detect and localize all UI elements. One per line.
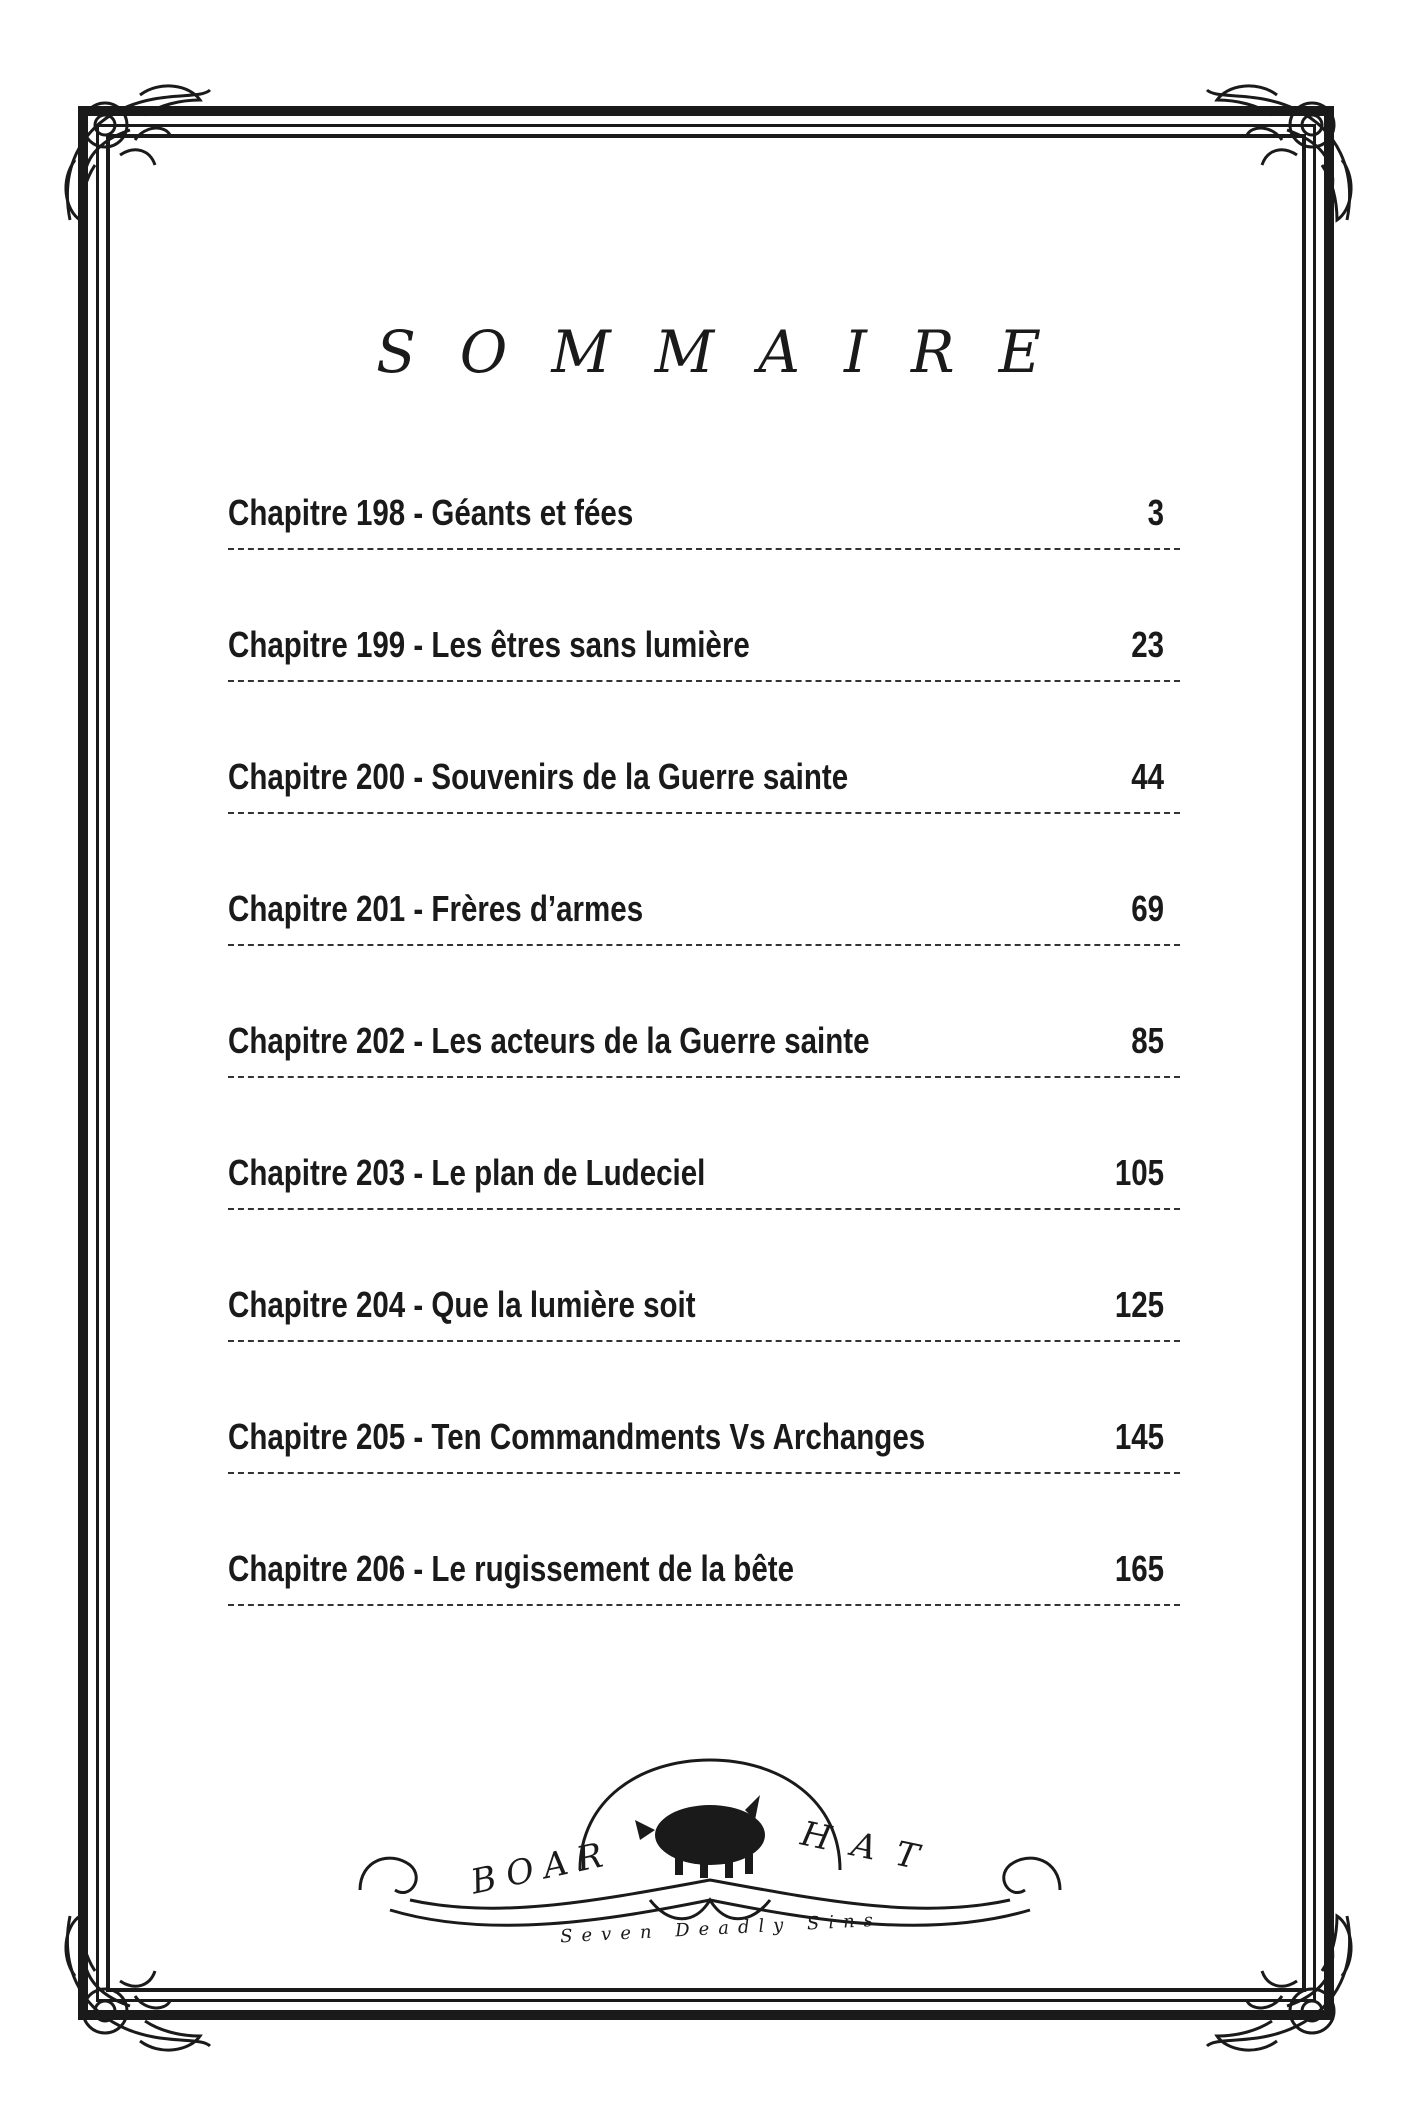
dashed-divider [228, 680, 1180, 682]
dashed-divider [228, 1076, 1180, 1078]
toc-entry-page: 145 [1114, 1416, 1164, 1457]
ornament-corner-top-left-icon [50, 70, 220, 240]
toc-entry-title: Chapitre 202 - Les acteurs de la Guerre sainte [228, 1020, 870, 1061]
toc-entry-page: 44 [1131, 756, 1164, 797]
toc-entry-title: Chapitre 199 - Les êtres sans lumière [228, 624, 750, 665]
toc-entry-page: 165 [1114, 1548, 1164, 1589]
logo-word-right: HAT [797, 1813, 944, 1883]
toc-entry-title: Chapitre 205 - Ten Commandments Vs Archanges [228, 1416, 926, 1457]
toc-entry [228, 1138, 1180, 1270]
toc-entry-page: 69 [1131, 888, 1164, 929]
ornament-corner-bottom-left-icon [50, 1896, 220, 2066]
toc-entry [228, 1534, 1180, 1666]
toc-entry-title: Chapitre 201 - Frères d’armes [228, 888, 644, 929]
toc-entry [228, 874, 1180, 1006]
toc-entry-title: Chapitre 204 - Que la lumière soit [228, 1284, 696, 1325]
toc-entry [228, 1270, 1180, 1402]
dashed-divider [228, 1604, 1180, 1606]
dashed-divider [228, 812, 1180, 814]
toc-entry [228, 1402, 1180, 1534]
toc-entry [228, 610, 1180, 742]
boar-hat-logo [350, 1750, 1070, 1980]
toc-entry-title: Chapitre 200 - Souvenirs de la Guerre sainte [228, 756, 849, 797]
toc-entry [228, 1006, 1180, 1138]
toc-entry-page: 85 [1131, 1020, 1164, 1061]
boar-icon [635, 1795, 765, 1878]
toc-entry [228, 742, 1180, 874]
dashed-divider [228, 1472, 1180, 1474]
page-title: SOMMAIRE [376, 318, 1085, 386]
logo-subtitle: Seven Deadly Sins [559, 1909, 883, 1948]
dashed-divider [228, 1208, 1180, 1210]
dashed-divider [228, 1340, 1180, 1342]
table-of-contents [228, 478, 1180, 1666]
ornament-corner-top-right-icon [1197, 70, 1367, 240]
toc-entry-title: Chapitre 198 - Géants et fées [228, 492, 634, 533]
ornament-corner-bottom-right-icon [1197, 1896, 1367, 2066]
toc-entry-title: Chapitre 203 - Le plan de Ludeciel [228, 1152, 706, 1193]
toc-entry-page: 3 [1147, 492, 1164, 533]
toc-entry-page: 23 [1131, 624, 1164, 665]
toc-entry-page: 125 [1114, 1284, 1164, 1325]
logo-word-left: BOAR [467, 1833, 617, 1903]
dashed-divider [228, 944, 1180, 946]
toc-entry [228, 478, 1180, 610]
toc-entry-title: Chapitre 206 - Le rugissement de la bête [228, 1548, 794, 1589]
dashed-divider [228, 548, 1180, 550]
toc-entry-page: 105 [1114, 1152, 1164, 1193]
